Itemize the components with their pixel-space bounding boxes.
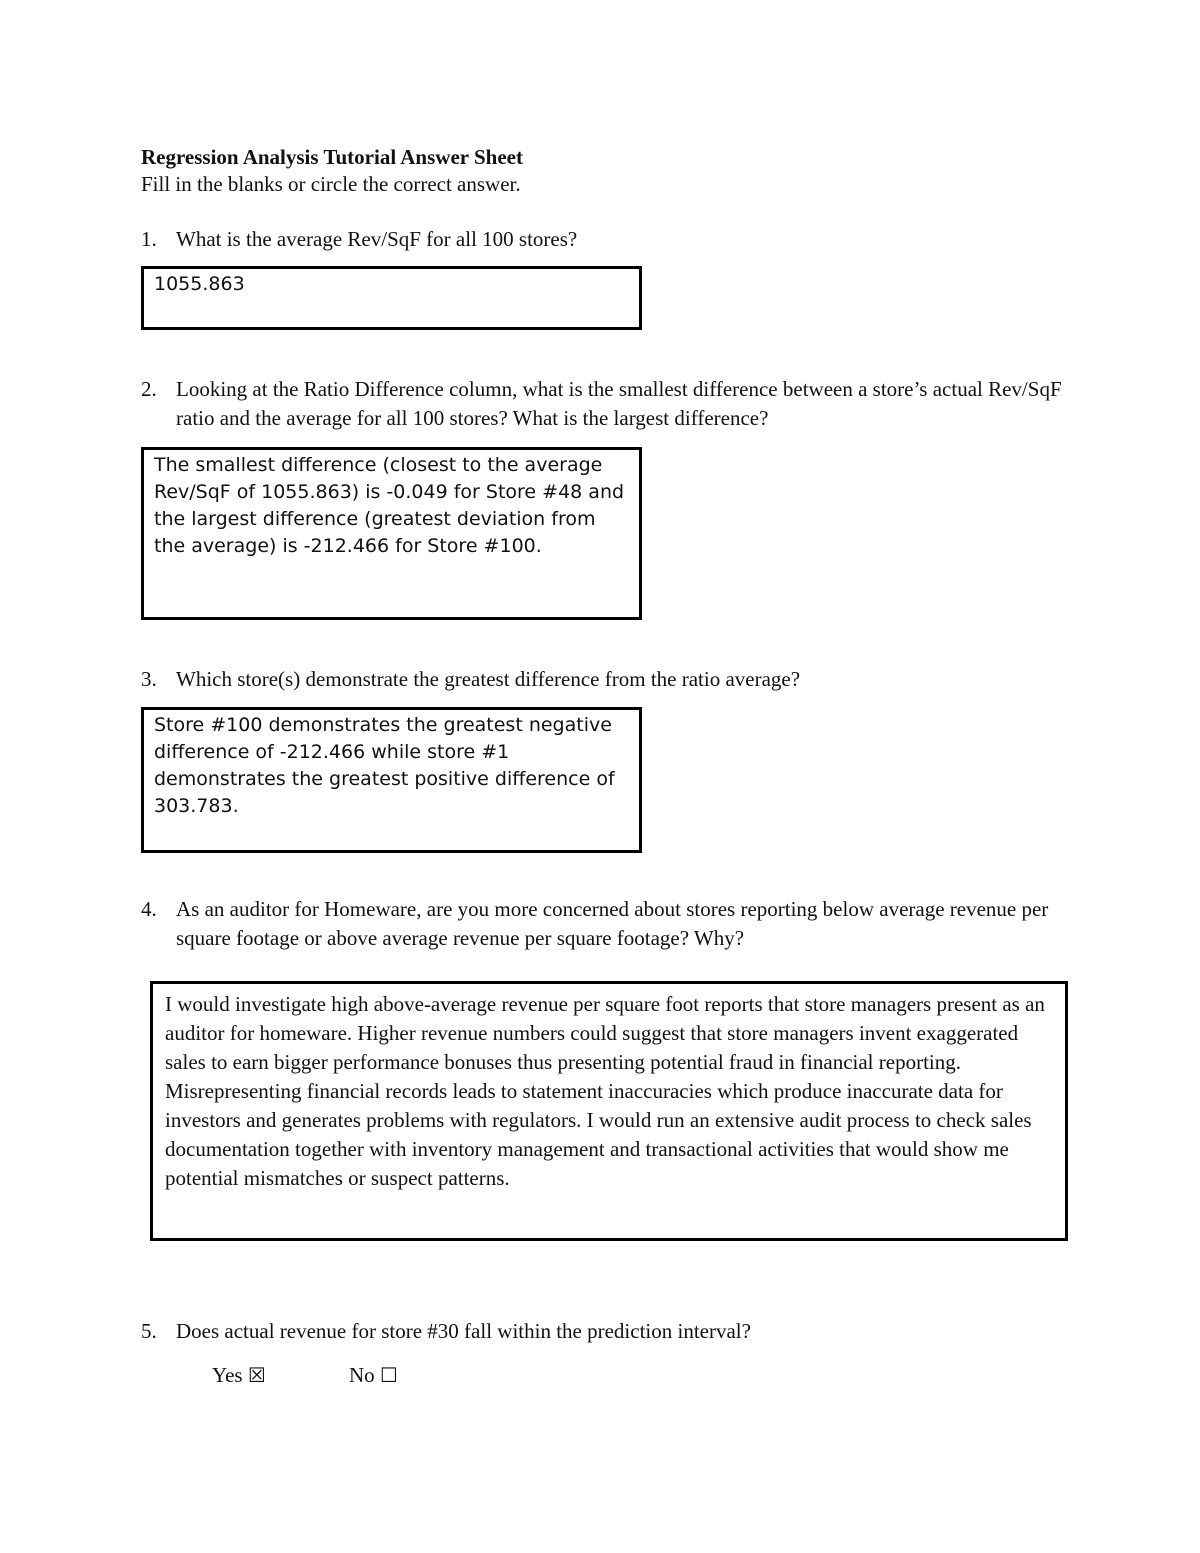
question-text: Does actual revenue for store #30 fall within the prediction interval? (176, 1319, 751, 1343)
empty-box-icon[interactable]: ☐ (379, 1363, 398, 1387)
question-text: Looking at the Ratio Difference column, what is the smallest difference between a store’s actual Rev/SqF ratio and the average for all 100 stores? What is the largest difference? (176, 377, 1062, 430)
instructions: Fill in the blanks or circle the correct answer. (141, 172, 521, 196)
answer-box-1[interactable]: 1055.863 (141, 266, 642, 330)
question-text: As an auditor for Homeware, are you more concerned about stores reporting below average revenue per square footage or above average revenue per square footage? Why? (176, 897, 1049, 950)
question-number: 1. (141, 227, 157, 251)
question-number: 5. (141, 1319, 157, 1343)
question-text: What is the average Rev/SqF for all 100 stores? (176, 227, 578, 251)
checked-box-icon[interactable]: ☒ (247, 1363, 266, 1387)
answer-box-3[interactable]: Store #100 demonstrates the greatest negative difference of -212.466 while store #1 demonstrates the greatest positive difference of 303.783. (141, 707, 642, 853)
question-number: 2. (141, 377, 157, 401)
choice-yes-label: Yes (212, 1363, 243, 1387)
page-title: Regression Analysis Tutorial Answer Sheet (141, 145, 523, 169)
choice-no[interactable] (349, 1361, 398, 1390)
question-number: 3. (141, 667, 157, 691)
choice-yes[interactable] (212, 1361, 266, 1390)
answer-choices (212, 1361, 398, 1390)
question-text: Which store(s) demonstrate the greatest difference from the ratio average? (176, 667, 801, 691)
answer-box-4[interactable]: I would investigate high above-average revenue per square foot reports that store managers present as an auditor for homeware. Higher revenue numbers could suggest that store managers invent exaggerated sales to earn bigger performance bonuses thus presenting potential fraud in financial reporting. Misrepresenting financial records leads to statement inaccuracies which produce inaccurate data for investors and generates problems with regulators. I would run an extensive audit process to check sales documentation together with inventory management and transactional activities that would show me potential mismatches or suspect patterns. (150, 981, 1068, 1241)
answer-box-2[interactable]: The smallest difference (closest to the average Rev/SqF of 1055.863) is -0.049 for Store #48 and the largest difference (greatest deviation from the average) is -212.466 for Store #100. (141, 447, 642, 620)
question-number: 4. (141, 897, 157, 921)
choice-no-label: No (349, 1363, 375, 1387)
